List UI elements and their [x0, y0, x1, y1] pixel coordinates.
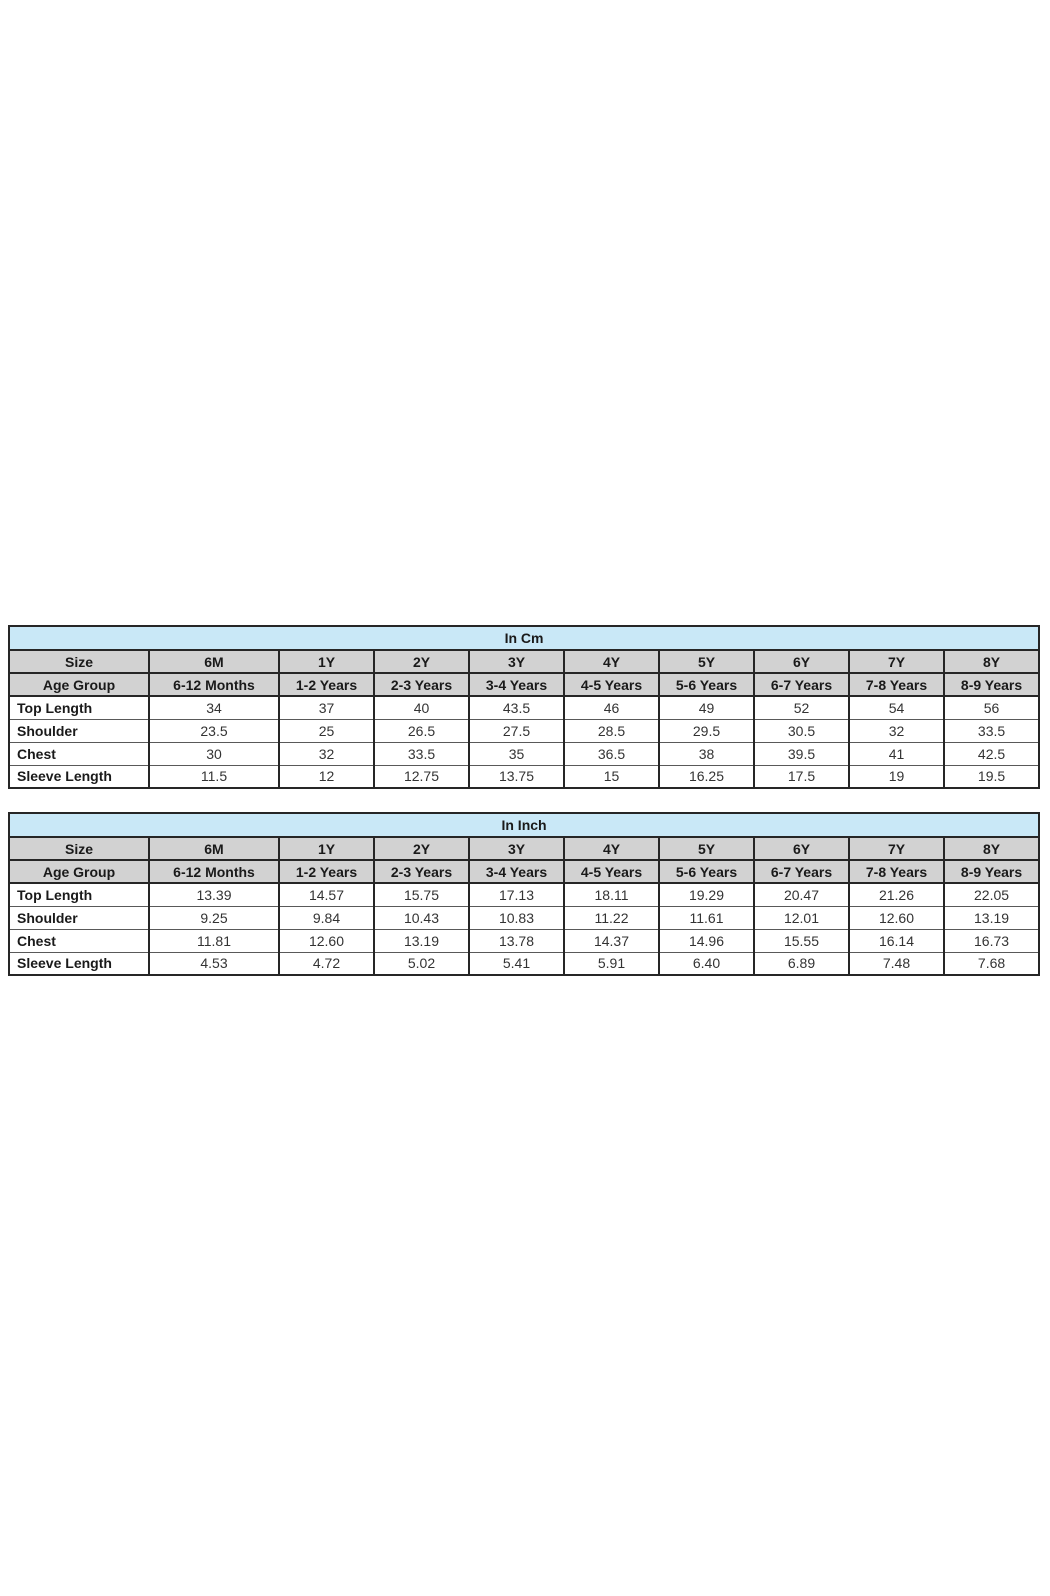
- measurement-value: 6.40: [659, 952, 754, 975]
- age-group-header-cell: 2-3 Years: [374, 860, 469, 883]
- measurement-value: 38: [659, 742, 754, 765]
- measurement-value: 39.5: [754, 742, 849, 765]
- measurement-value: 49: [659, 696, 754, 719]
- measurement-value: 12.60: [849, 906, 944, 929]
- measurement-value: 16.73: [944, 929, 1039, 952]
- measurement-value: 14.37: [564, 929, 659, 952]
- measurement-value: 11.81: [149, 929, 279, 952]
- measurement-label: Chest: [9, 742, 149, 765]
- measurement-value: 4.72: [279, 952, 374, 975]
- measurement-value: 10.83: [469, 906, 564, 929]
- measurement-value: 17.5: [754, 765, 849, 788]
- measurement-value: 37: [279, 696, 374, 719]
- age-group-header-cell: 6-12 Months: [149, 860, 279, 883]
- size-header-cell: 1Y: [279, 837, 374, 860]
- measurement-value: 6.89: [754, 952, 849, 975]
- size-header-cell: 6M: [149, 650, 279, 673]
- size-header-cell: 7Y: [849, 837, 944, 860]
- table-title: In Cm: [9, 626, 1039, 650]
- age-group-header-cell: 7-8 Years: [849, 860, 944, 883]
- measurement-value: 12.01: [754, 906, 849, 929]
- measurement-value: 41: [849, 742, 944, 765]
- measurement-value: 14.96: [659, 929, 754, 952]
- age-group-header-cell: 7-8 Years: [849, 673, 944, 696]
- size-header-cell: 6M: [149, 837, 279, 860]
- size-chart-cm-section: [8, 625, 1038, 789]
- size-header-cell: Size: [9, 650, 149, 673]
- measurement-value: 16.14: [849, 929, 944, 952]
- measurement-row: [9, 742, 1039, 765]
- measurement-label: Sleeve Length: [9, 765, 149, 788]
- size-header-cell: 8Y: [944, 837, 1039, 860]
- measurement-value: 13.75: [469, 765, 564, 788]
- size-header-cell: 3Y: [469, 650, 564, 673]
- age-group-header-cell: 6-7 Years: [754, 673, 849, 696]
- measurement-value: 11.22: [564, 906, 659, 929]
- measurement-label: Shoulder: [9, 906, 149, 929]
- age-group-header-cell: 3-4 Years: [469, 673, 564, 696]
- measurement-value: 30.5: [754, 719, 849, 742]
- measurement-label: Chest: [9, 929, 149, 952]
- age-group-header-cell: Age Group: [9, 673, 149, 696]
- measurement-row: [9, 765, 1039, 788]
- measurement-value: 32: [849, 719, 944, 742]
- measurement-value: 17.13: [469, 883, 564, 906]
- measurement-value: 13.19: [944, 906, 1039, 929]
- age-group-header-row: [9, 673, 1039, 696]
- measurement-row: [9, 952, 1039, 975]
- measurement-value: 40: [374, 696, 469, 719]
- age-group-header-cell: 4-5 Years: [564, 673, 659, 696]
- size-chart-inch-section: [8, 812, 1038, 976]
- measurement-value: 7.48: [849, 952, 944, 975]
- measurement-value: 28.5: [564, 719, 659, 742]
- measurement-value: 7.68: [944, 952, 1039, 975]
- size-table-cm: [8, 625, 1040, 789]
- measurement-label: Top Length: [9, 696, 149, 719]
- age-group-header-cell: 2-3 Years: [374, 673, 469, 696]
- measurement-value: 12: [279, 765, 374, 788]
- measurement-value: 32: [279, 742, 374, 765]
- size-header-row: [9, 837, 1039, 860]
- measurement-value: 52: [754, 696, 849, 719]
- age-group-header-cell: 1-2 Years: [279, 673, 374, 696]
- measurement-value: 46: [564, 696, 659, 719]
- measurement-value: 33.5: [944, 719, 1039, 742]
- measurement-value: 20.47: [754, 883, 849, 906]
- measurement-value: 15.55: [754, 929, 849, 952]
- measurement-row: [9, 696, 1039, 719]
- age-group-header-cell: 8-9 Years: [944, 860, 1039, 883]
- age-group-header-cell: 1-2 Years: [279, 860, 374, 883]
- measurement-value: 4.53: [149, 952, 279, 975]
- measurement-label: Shoulder: [9, 719, 149, 742]
- measurement-value: 36.5: [564, 742, 659, 765]
- age-group-header-cell: 5-6 Years: [659, 673, 754, 696]
- size-header-cell: 4Y: [564, 650, 659, 673]
- age-group-header-cell: 6-12 Months: [149, 673, 279, 696]
- measurement-value: 35: [469, 742, 564, 765]
- measurement-row: [9, 883, 1039, 906]
- size-table-inch: [8, 812, 1040, 976]
- measurement-value: 16.25: [659, 765, 754, 788]
- measurement-value: 54: [849, 696, 944, 719]
- measurement-value: 10.43: [374, 906, 469, 929]
- size-header-cell: Size: [9, 837, 149, 860]
- size-header-cell: 2Y: [374, 837, 469, 860]
- measurement-value: 14.57: [279, 883, 374, 906]
- measurement-value: 5.02: [374, 952, 469, 975]
- measurement-value: 13.19: [374, 929, 469, 952]
- measurement-value: 18.11: [564, 883, 659, 906]
- measurement-value: 43.5: [469, 696, 564, 719]
- measurement-label: Top Length: [9, 883, 149, 906]
- size-header-cell: 6Y: [754, 837, 849, 860]
- measurement-value: 15.75: [374, 883, 469, 906]
- measurement-value: 23.5: [149, 719, 279, 742]
- measurement-value: 5.91: [564, 952, 659, 975]
- measurement-value: 25: [279, 719, 374, 742]
- age-group-header-cell: 6-7 Years: [754, 860, 849, 883]
- age-group-header-cell: 3-4 Years: [469, 860, 564, 883]
- age-group-header-cell: 8-9 Years: [944, 673, 1039, 696]
- measurement-value: 26.5: [374, 719, 469, 742]
- measurement-row: [9, 906, 1039, 929]
- size-header-cell: 4Y: [564, 837, 659, 860]
- measurement-value: 21.26: [849, 883, 944, 906]
- measurement-value: 12.60: [279, 929, 374, 952]
- measurement-value: 19.5: [944, 765, 1039, 788]
- measurement-value: 11.61: [659, 906, 754, 929]
- measurement-value: 27.5: [469, 719, 564, 742]
- size-header-cell: 5Y: [659, 837, 754, 860]
- measurement-row: [9, 929, 1039, 952]
- measurement-value: 9.25: [149, 906, 279, 929]
- table-title: In Inch: [9, 813, 1039, 837]
- size-header-cell: 2Y: [374, 650, 469, 673]
- size-header-cell: 3Y: [469, 837, 564, 860]
- age-group-header-row: [9, 860, 1039, 883]
- measurement-value: 29.5: [659, 719, 754, 742]
- measurement-value: 30: [149, 742, 279, 765]
- measurement-value: 11.5: [149, 765, 279, 788]
- size-header-cell: 7Y: [849, 650, 944, 673]
- measurement-value: 33.5: [374, 742, 469, 765]
- measurement-value: 19.29: [659, 883, 754, 906]
- age-group-header-cell: 5-6 Years: [659, 860, 754, 883]
- measurement-value: 15: [564, 765, 659, 788]
- measurement-value: 34: [149, 696, 279, 719]
- age-group-header-cell: 4-5 Years: [564, 860, 659, 883]
- measurement-value: 19: [849, 765, 944, 788]
- measurement-value: 13.39: [149, 883, 279, 906]
- size-header-row: [9, 650, 1039, 673]
- measurement-value: 22.05: [944, 883, 1039, 906]
- measurement-value: 5.41: [469, 952, 564, 975]
- size-header-cell: 8Y: [944, 650, 1039, 673]
- size-header-cell: 1Y: [279, 650, 374, 673]
- measurement-value: 12.75: [374, 765, 469, 788]
- size-header-cell: 6Y: [754, 650, 849, 673]
- measurement-value: 9.84: [279, 906, 374, 929]
- measurement-value: 13.78: [469, 929, 564, 952]
- measurement-value: 42.5: [944, 742, 1039, 765]
- age-group-header-cell: Age Group: [9, 860, 149, 883]
- size-header-cell: 5Y: [659, 650, 754, 673]
- measurement-value: 56: [944, 696, 1039, 719]
- measurement-label: Sleeve Length: [9, 952, 149, 975]
- measurement-row: [9, 719, 1039, 742]
